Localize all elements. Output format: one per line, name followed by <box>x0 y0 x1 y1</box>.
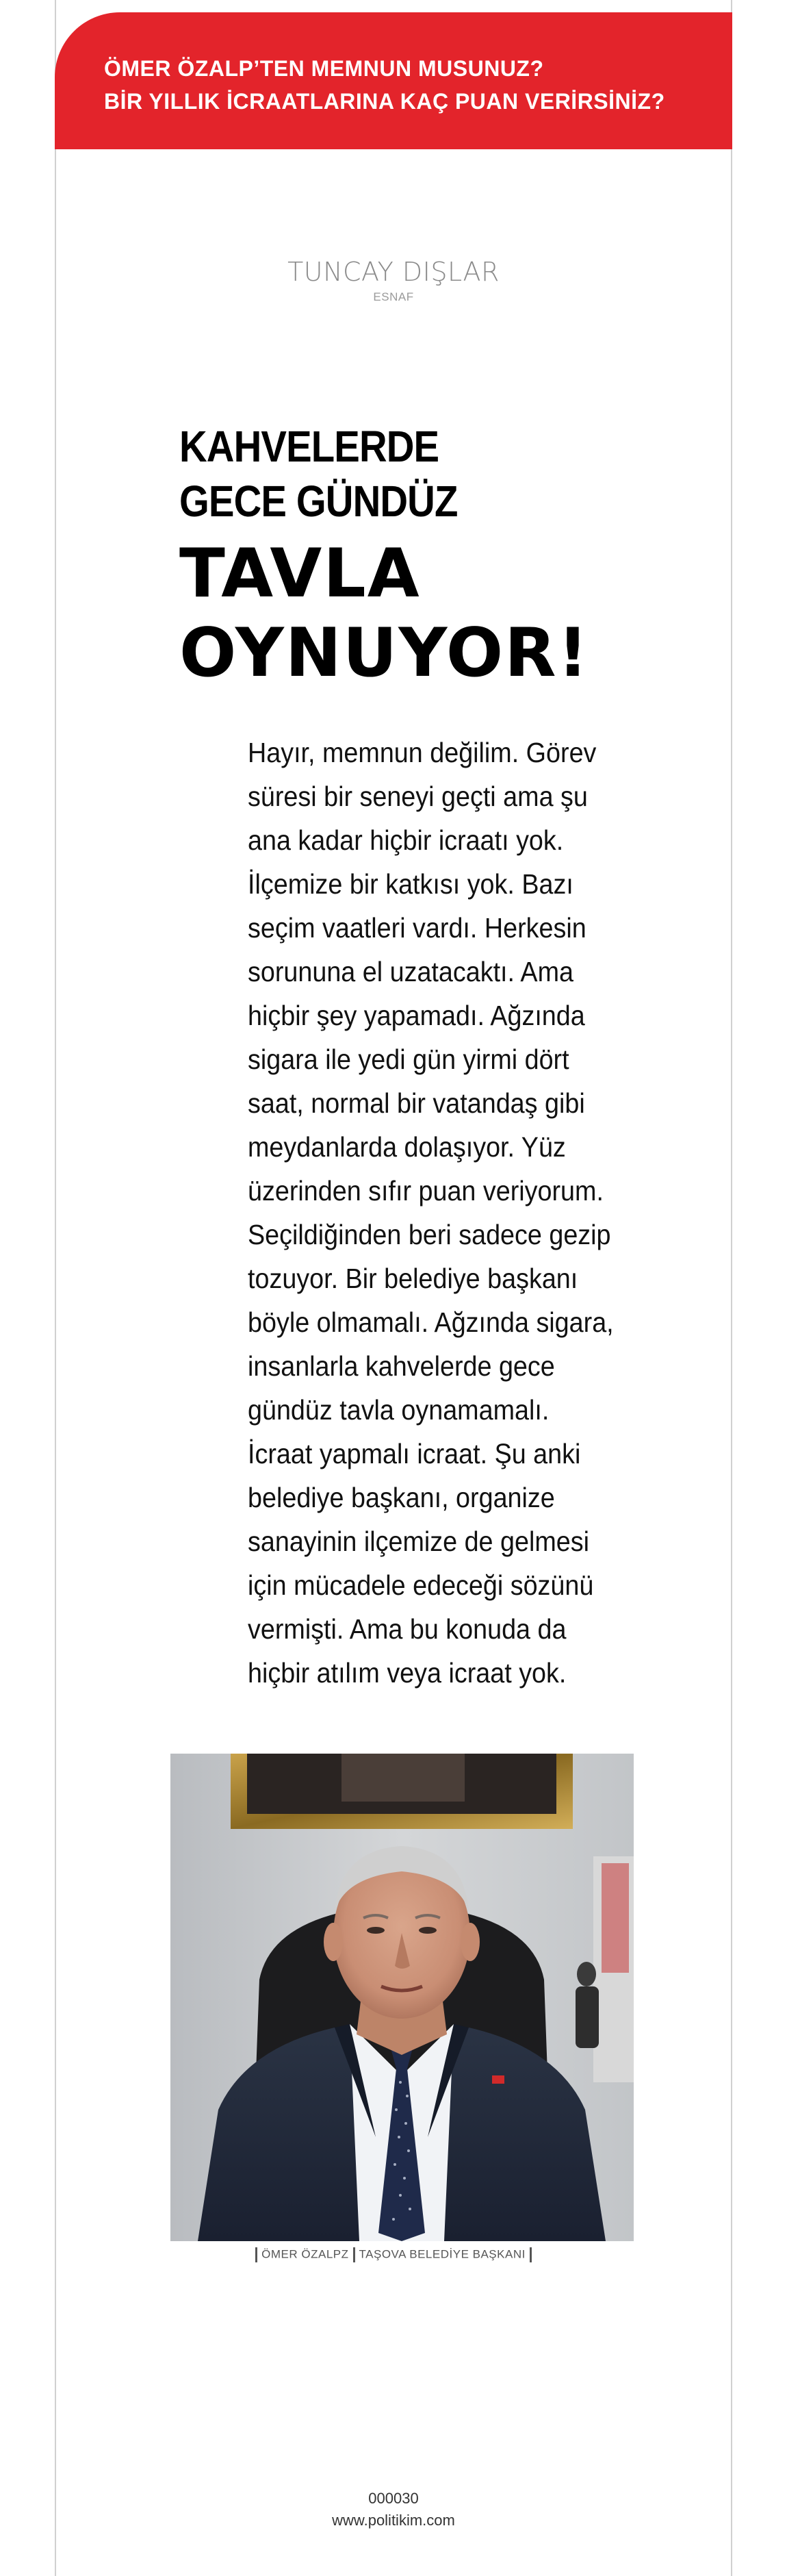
page-footer <box>0 2488 787 2531</box>
headline <box>179 419 589 693</box>
headline-line-3: TAVLA <box>179 535 421 613</box>
headline-line-4: OYNUYOR! <box>179 614 590 692</box>
body-line: sanayinin ilçemize de gelmesi <box>248 1526 589 1557</box>
body-line: Hayır, memnun değilim. Görev <box>248 737 597 768</box>
body-line: gündüz tavla oynamamalı. <box>248 1394 550 1426</box>
interviewee <box>0 255 787 304</box>
body-line: ana kadar hiçbir icraatı yok. <box>248 824 564 856</box>
banner-question-line-1: ÖMER ÖZALP’TEN MEMNUN MUSUNUZ? <box>104 56 544 81</box>
mayor-photo <box>170 1754 634 2241</box>
caption-divider <box>255 2247 257 2262</box>
headline-line-1: KAHVELERDE <box>179 422 439 471</box>
caption-name: ÖMER ÖZALPZ <box>261 2247 349 2261</box>
caption-title: TAŞOVA BELEDİYE BAŞKANI <box>359 2247 526 2261</box>
page-number: 000030 <box>368 2490 419 2507</box>
body-line: Seçildiğinden beri sadece gezip <box>248 1219 611 1250</box>
body-line: belediye başkanı, organize <box>248 1482 555 1513</box>
caption-divider <box>530 2247 532 2262</box>
headline-line-2: GECE GÜNDÜZ <box>179 477 458 526</box>
body-line: saat, normal bir vatandaş gibi <box>248 1087 585 1119</box>
body-line: meydanlarda dolaşıyor. Yüz <box>248 1131 566 1163</box>
body-line: için mücadele edeceği sözünü <box>248 1569 594 1601</box>
article-body <box>248 731 658 1695</box>
interviewee-name: TUNCAY DIŞLAR <box>287 257 500 287</box>
body-line: süresi bir seneyi geçti ama şu <box>248 781 588 812</box>
interviewee-role: ESNAF <box>373 290 414 303</box>
caption-divider <box>353 2247 355 2262</box>
body-line: sorununa el uzatacaktı. Ama <box>248 956 573 987</box>
photo-caption <box>0 2246 787 2263</box>
body-line: sigara ile yedi gün yirmi dört <box>248 1044 569 1075</box>
body-line: üzerinden sıfır puan veriyorum. <box>248 1175 604 1207</box>
website-url: www.politikim.com <box>332 2512 455 2529</box>
question-banner <box>55 12 732 149</box>
body-line: hiçbir şey yapamadı. Ağzında <box>248 1000 585 1031</box>
banner-question-line-2: BİR YILLIK İCRAATLARINA KAÇ PUAN VERİRSİNİZ? <box>104 89 665 114</box>
body-line: tozuyor. Bir belediye başkanı <box>248 1263 578 1294</box>
body-line: insanlarla kahvelerde gece <box>248 1350 555 1382</box>
body-line: hiçbir atılım veya icraat yok. <box>248 1657 567 1689</box>
body-line: İlçemize bir katkısı yok. Bazı <box>248 868 573 900</box>
body-line: vermişti. Ama bu konuda da <box>248 1613 567 1645</box>
body-line: seçim vaatleri vardı. Herkesin <box>248 912 586 944</box>
body-line: İcraat yapmalı icraat. Şu anki <box>248 1438 581 1469</box>
body-line: böyle olmamalı. Ağzında sigara, <box>248 1306 614 1338</box>
